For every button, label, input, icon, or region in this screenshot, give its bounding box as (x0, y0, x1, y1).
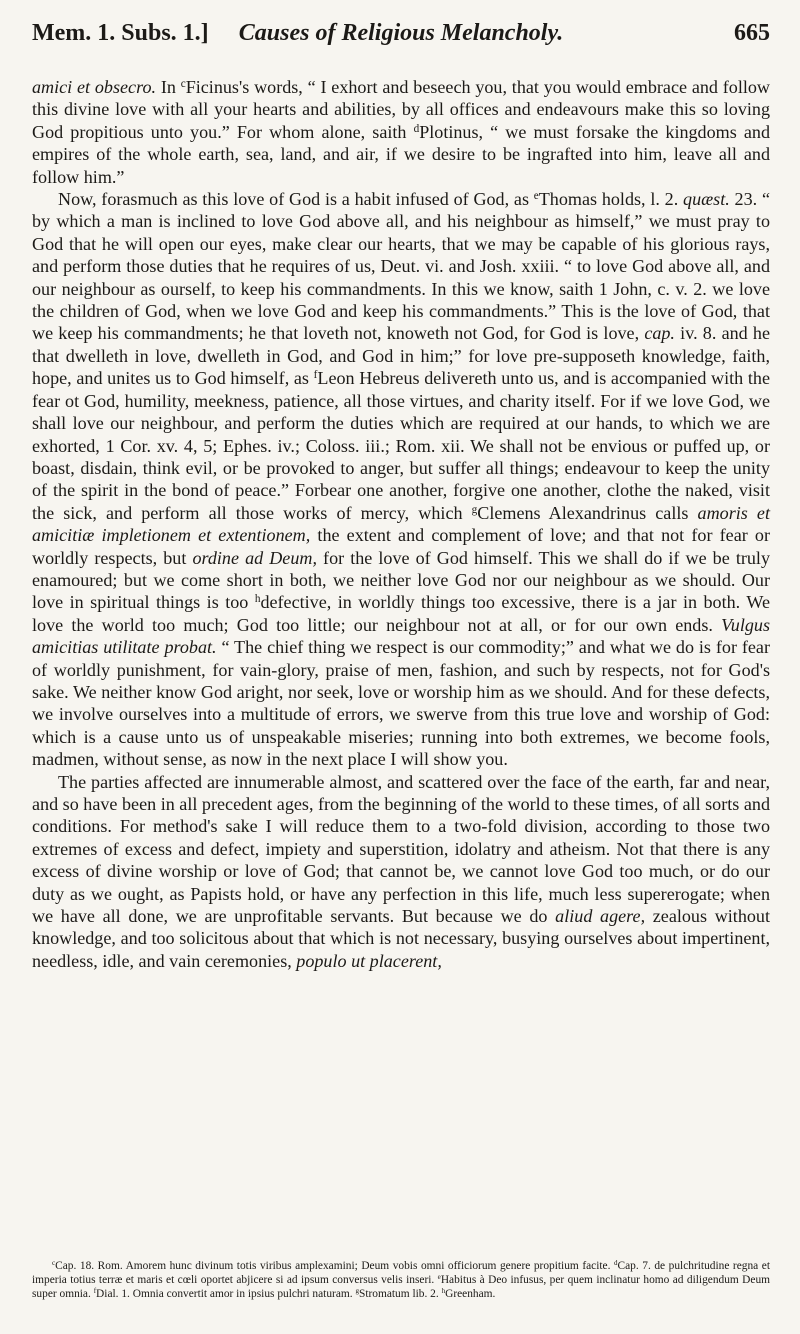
italic-text: quæst. (683, 189, 730, 210)
footnote-marker: d (413, 122, 420, 135)
text-run: Habitus à Deo infusus, per quem inclinatur homo ad diligendum Deum super omnia. (32, 1273, 771, 1300)
text-run: Dial. 1. Omnia convertit amor in ipsius pulchri naturam. (96, 1287, 356, 1300)
text-run: Cap. 7. de pulchritudine regna et imperia totius terræ et maris et cœli oportet abjicere si ad ipsum conversus velis inseri. (32, 1260, 770, 1286)
italic-text: amici et obsecro. (32, 77, 157, 97)
italic-text: aliud agere, (555, 906, 646, 927)
running-header (32, 10, 770, 60)
paragraph (32, 188, 770, 771)
text-run: defective, in worldly things too excessive, there is a jar in both. We love the world too much; God too little; our neighbour not at all, or for our own ends. (32, 592, 770, 635)
italic-text: cap. (644, 323, 675, 344)
footnotes (32, 1260, 770, 1301)
footnote-marker: e (437, 1272, 441, 1281)
footnote-text (32, 1260, 770, 1301)
footnote-marker: f (313, 369, 318, 382)
text-run: Cap. 18. Rom. Amorem hunc divinum totis viribus amplexamini; Deum vobis omni officiorum genere propitium facite. (55, 1260, 614, 1272)
text-run: Now, forasmuch as this love of God is a habit infused of God, as (58, 189, 534, 210)
paragraph (32, 771, 770, 973)
text-run: Stromatum lib. 2. (358, 1287, 442, 1300)
italic-text: amoris et amicitiæ impletionem et extentionem, (32, 502, 770, 546)
footnote-marker: h (441, 1286, 446, 1295)
text-run: zealous without knowledge, and too solicitous about that which is not necessary, busying ourselves about impertinent, needless, idle, and vain ceremonies, (32, 906, 770, 971)
footnote-marker: g (355, 1286, 359, 1295)
footnote-marker: f (93, 1286, 97, 1295)
footnote-marker: h (254, 593, 261, 606)
text-run: Thomas holds, l. 2. (538, 189, 684, 210)
text-run: “ The chief thing we respect is our commodity;” and what we do is for fear of worldly punishment, for vain-glory, praise of men, fashion, and such by respects, not for God's sake. We neither know God aright, nor seek, love or worship him as we should. And for these defects, we involve ourselves into a multitude of errors, we swerve from this true love and worship of God: which is a cause unto us of unspeakable miseries; running into both extremes, we become fools, madmen, without sense, as now in the next place I will show you. (32, 637, 770, 770)
text-run: the extent and complement of love; and that not for fear or worldly respects, but (32, 525, 770, 568)
paragraph (32, 76, 770, 188)
section-reference: Mem. 1. Subs. 1.] (32, 20, 209, 46)
text-run: The parties affected are innumerable almost, and scattered over the face of the earth, far and near, and so have been in all precedent ages, from the beginning of the world to these times, of all sorts and conditions. For method's sake I will reduce them to a two-fold division, according to those two extremes of excess and defect, impiety and superstition, idolatry and atheism. Not that there is any excess of divine worship or love of God; that cannot be, we cannot love God too much, or do our duty as we ought, as Papists hold, or have any perfection in this life, much less supererogate; when we have all done, we are unprofitable servants. But because we do (32, 771, 770, 927)
text-run: Greenham. (445, 1287, 496, 1300)
text-run: In (156, 77, 181, 97)
italic-text: ordine ad Deum, (192, 547, 317, 568)
footnote-marker: g (471, 503, 478, 516)
italic-text: populo ut placerent, (296, 950, 442, 971)
footnote-marker: c (52, 1259, 56, 1268)
footnote-marker: e (533, 189, 539, 202)
text-run: 23. “ by which a man is inclined to love God above all, and his neighbour as himself,” we must pray to God that he will open our eyes, make clear our hearts, that we may be capable of his glorious rays, and perform those duties that he requires of us, Deut. vi. and Josh. xxiii. “ to love God above all, and our neighbour as ourself, to keep his commandments. In this we know, saith 1 John, c. v. 2. we love the children of God, when we love God and keep his commandments.” This is the love of God, that we keep his commandments; he that loveth not, knoweth not God, for God is love, (32, 189, 770, 344)
footnote-marker: c (180, 77, 186, 90)
italic-text: Vulgus amicitias utilitate probat. (32, 614, 770, 658)
page-number: 665 (734, 20, 770, 46)
text-run: Leon Hebreus delivereth unto us, and is accompanied with the fear ot God, humility, meekness, patience, all those virtues, and charity itself. For if we love God, we shall love our neighbour, and perform the duties which are required at our hands, to which we are exhorted, 1 Cor. xv. 4, 5; Ephes. iv.; Coloss. iii.; Rom. xii. We shall not be envious or puffed up, or boast, disdain, think evil, or be provoked to anger, but suffer all things; endeavour to keep the unity of the spirit in the bond of peace.” Forbear one another, forgive one another, clothe the naked, visit the sick, and perform all those works of mercy, which (32, 368, 770, 523)
main-text (32, 76, 770, 972)
text-run: iv. 8. and he that dwelleth in love, dwelleth in God, and God in him;” for love pre-supposeth knowledge, faith, hope, and unites us to God himself, as (32, 323, 771, 389)
text-run: Plotinus, “ we must forsake the kingdoms and empires of the whole earth, sea, land, and air, if we desire to be ingrafted into him, leave all and follow him.” (32, 121, 771, 187)
text-run: Clemens Alexandrinus calls (477, 502, 698, 523)
text-run: Ficinus's words, “ I exhort and beseech you, that you would embrace and follow this divine love with all your hearts and abilities, by all offices and endeavours make this so loving God propitious unto you.” For whom alone, saith (32, 77, 770, 142)
text-run: for the love of God himself. This we shall do if we be truly enamoured; but we come short in both, we neither love God nor our neighbour as we should. Our love in spiritual things is too (32, 547, 770, 613)
chapter-title: Causes of Religious Melancholy. (238, 20, 564, 46)
footnote-marker: d (614, 1259, 618, 1268)
